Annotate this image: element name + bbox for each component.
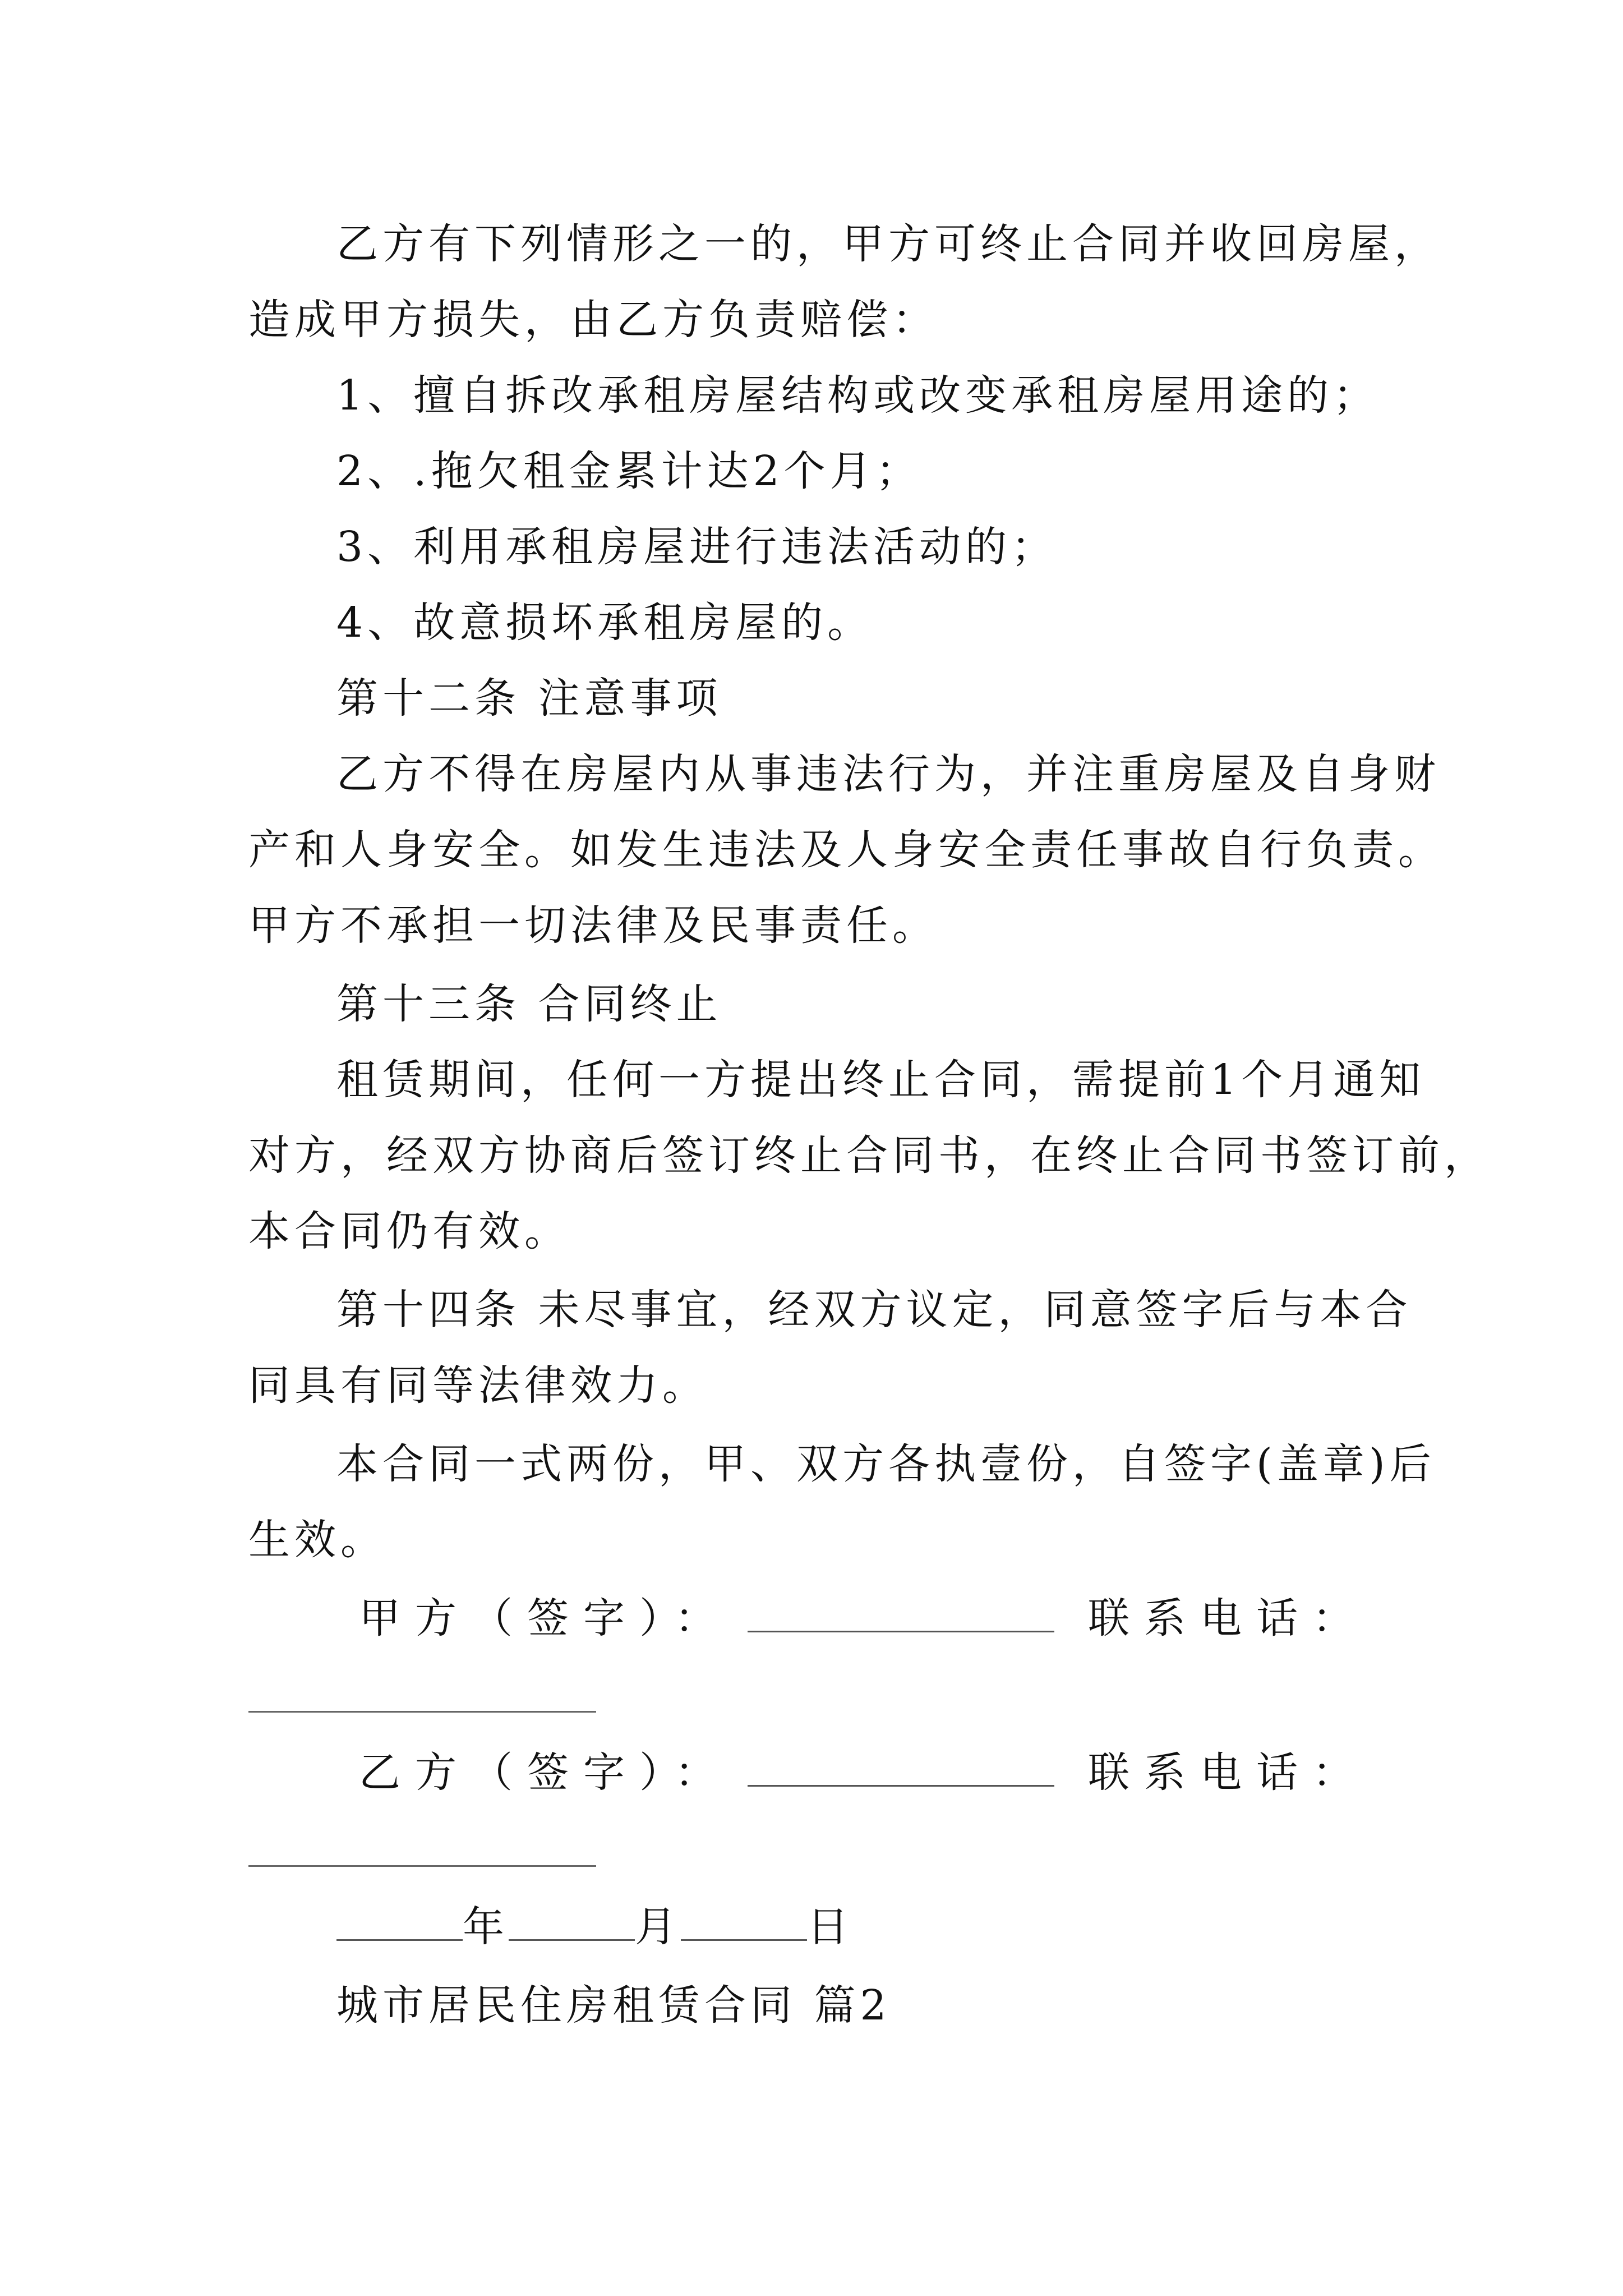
list-item: 1、擅自拆改承租房屋结构或改变承租房屋用途的； bbox=[336, 371, 1380, 420]
party-a-signature-label: 甲方（签字）： bbox=[359, 1594, 731, 1642]
paragraph-line: 生效。 bbox=[248, 1516, 386, 1564]
paragraph-line: 对方，经双方协商后签订终止合同书，在终止合同书签订前， bbox=[248, 1131, 1490, 1180]
paragraph-line: 产和人身安全。如发生违法及人身安全责任事故自行负责。 bbox=[248, 826, 1444, 874]
party-b-signature-line bbox=[748, 1746, 1054, 1787]
section-heading: 第十三条 合同终止 bbox=[336, 980, 722, 1028]
month-blank bbox=[509, 1900, 635, 1941]
next-section-title: 城市居民住房租赁合同 篇2 bbox=[336, 1981, 891, 2030]
list-item: 4、故意损坏承租房屋的。 bbox=[336, 599, 874, 647]
paragraph-line: 乙方有下列情形之一的，甲方可终止合同并收回房屋， bbox=[336, 220, 1440, 268]
year-label: 年 bbox=[463, 1903, 509, 1951]
list-item: 2、.拖欠租金累计达2个月； bbox=[336, 447, 922, 495]
party-a-signature-line bbox=[748, 1591, 1054, 1632]
paragraph-line: 本合同仍有效。 bbox=[248, 1207, 570, 1255]
month-label: 月 bbox=[635, 1903, 681, 1951]
section-heading: 第十二条 注意事项 bbox=[336, 674, 722, 723]
paragraph-line: 本合同一式两份，甲、双方各执壹份，自签字(盖章)后 bbox=[336, 1440, 1436, 1488]
day-blank bbox=[681, 1900, 807, 1941]
party-a-phone-label: 联系电话： bbox=[1088, 1594, 1368, 1642]
party-b-signature-label: 乙方（签字）： bbox=[359, 1749, 731, 1797]
paragraph-line: 租赁期间，任何一方提出终止合同，需提前1个月通知 bbox=[336, 1056, 1426, 1104]
date-row bbox=[336, 1899, 853, 1955]
party-b-signature-row bbox=[359, 1745, 1368, 1801]
paragraph-line: 第十四条 未尽事宜，经双方议定，同意签字后与本合 bbox=[336, 1286, 1412, 1334]
paragraph-line: 造成甲方损失，由乙方负责赔偿： bbox=[248, 296, 938, 344]
day-label: 日 bbox=[807, 1903, 853, 1951]
paragraph-line: 乙方不得在房屋内从事违法行为，并注重房屋及自身财 bbox=[336, 750, 1440, 798]
party-a-phone-line bbox=[248, 1711, 596, 1713]
party-b-phone-line bbox=[248, 1865, 596, 1867]
list-item: 3、利用承租房屋进行违法活动的； bbox=[336, 523, 1058, 571]
party-a-signature-row bbox=[359, 1590, 1368, 1646]
paragraph-line: 甲方不承担一切法律及民事责任。 bbox=[248, 901, 938, 950]
year-blank bbox=[336, 1900, 463, 1941]
paragraph-line: 同具有同等法律效力。 bbox=[248, 1361, 708, 1410]
party-b-phone-label: 联系电话： bbox=[1088, 1749, 1368, 1797]
